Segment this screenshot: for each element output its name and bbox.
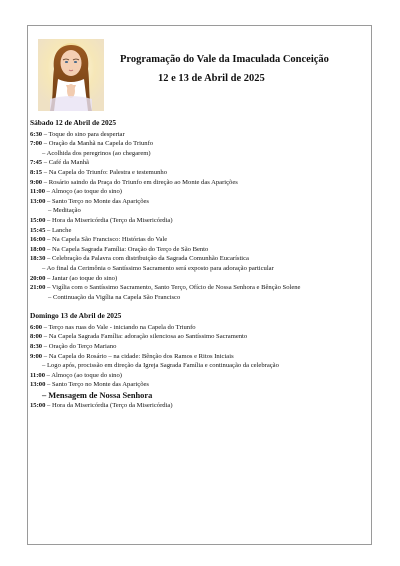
schedule-description: – Santo Terço no Monte das Aparições xyxy=(45,381,150,389)
schedule-item xyxy=(30,216,370,226)
schedule-time: 18:00 xyxy=(30,245,46,253)
schedule-item xyxy=(30,226,370,236)
schedule-subitem: – Continuação da Vigília na Capela São Francisco xyxy=(48,293,181,301)
schedule-subitem: – Acolhida dos peregrinos (ao chegarem) xyxy=(42,149,151,157)
schedule-subitem: – Logo após, procissão em direção da Igreja Sagrada Família e continuação da celebração xyxy=(42,362,279,370)
schedule-time: 15:00 xyxy=(30,402,46,410)
schedule-description: – Na Capela do Triunfo: Palestra e testemunho xyxy=(42,168,167,176)
message-highlight: – Mensagem de Nossa Senhora xyxy=(42,391,153,401)
schedule-time: 21:00 xyxy=(30,284,46,292)
schedule-description: – Almoço (ao toque do sino) xyxy=(45,188,122,196)
schedule-description: – Hora da Misericórdia (Terço da Misericórdia) xyxy=(45,402,173,410)
schedule-description: – Jantar (ao toque do sino) xyxy=(45,274,118,282)
schedule-time: 9:00 xyxy=(30,178,43,186)
schedule-description: – Toque do sino para despertar xyxy=(42,130,125,138)
schedule-time: 13:00 xyxy=(30,197,46,205)
schedule-time: 8:00 xyxy=(30,333,43,341)
schedule-description: – Oração do Terço Mariano xyxy=(42,343,117,351)
schedule-description: – Vigília com o Santíssimo Sacramento, Santo Terço, Ofício de Nossa Senhora e Bênção Solene xyxy=(45,284,301,292)
schedule-description: – Café da Manhã xyxy=(42,159,89,167)
schedule-description: – Terço nas ruas do Vale - iniciando na Capela do Triunfo xyxy=(42,323,196,331)
schedule-subitem: – Meditação xyxy=(48,207,81,215)
schedule-item xyxy=(30,245,370,255)
section-gap xyxy=(30,302,370,311)
schedule-item xyxy=(30,130,370,140)
schedule-item xyxy=(30,283,370,293)
schedule-description: – Oração da Manhã na Capela do Triunfo xyxy=(42,140,154,148)
schedule-item xyxy=(30,352,370,362)
schedule-time: 9:00 xyxy=(30,352,43,360)
schedule-time: 6:30 xyxy=(30,130,43,138)
schedule-item xyxy=(30,332,370,342)
schedule-content xyxy=(30,118,370,411)
portrait-image xyxy=(38,39,104,111)
schedule-time: 7:45 xyxy=(30,159,43,167)
schedule-description: – Celebração da Palavra com distribuição da Sagrada Comunhão Eucarística xyxy=(45,255,249,263)
page-title: Programação do Vale da Imaculada Conceição xyxy=(120,54,329,65)
schedule-description: – Santo Terço no Monte das Aparições xyxy=(45,197,150,205)
schedule-item xyxy=(30,197,370,207)
schedule-description: – Na Capela do Rosário – na cidade: Bênção dos Ramos e Ritos Iniciais xyxy=(42,352,234,360)
schedule-item xyxy=(30,178,370,188)
saturday-heading: Sábado 12 de Abril de 2025 xyxy=(30,118,117,127)
schedule-item xyxy=(30,274,370,284)
schedule-time: 18:30 xyxy=(30,255,46,263)
schedule-description: – Na Capela Sagrada Família: Oração do Terço de São Bento xyxy=(45,245,209,253)
schedule-time: 11:00 xyxy=(30,371,46,379)
sunday-schedule xyxy=(30,323,370,411)
schedule-item xyxy=(30,342,370,352)
schedule-time: 6:00 xyxy=(30,323,43,331)
schedule-time: 7:00 xyxy=(30,140,43,148)
schedule-item xyxy=(30,380,370,390)
schedule-time: 13:00 xyxy=(30,381,46,389)
schedule-item xyxy=(30,235,370,245)
schedule-subitem: – Ao final da Cerimônia o Santíssimo Sacramento será exposto para adoração particular xyxy=(42,264,274,272)
schedule-item xyxy=(30,371,370,381)
schedule-description: – Lanche xyxy=(45,226,72,234)
schedule-time: 16:00 xyxy=(30,236,46,244)
schedule-item xyxy=(30,187,370,197)
schedule-item xyxy=(30,323,370,333)
saturday-schedule xyxy=(30,130,370,303)
schedule-time: 15:45 xyxy=(30,226,46,234)
virgin-mary-portrait xyxy=(38,39,104,111)
page-subtitle: 12 e 13 de Abril de 2025 xyxy=(158,73,265,84)
schedule-item xyxy=(30,158,370,168)
sunday-heading: Domingo 13 de Abril de 2025 xyxy=(30,311,122,321)
schedule-time: 20:00 xyxy=(30,274,46,282)
schedule-item xyxy=(30,168,370,178)
schedule-item xyxy=(30,139,370,149)
schedule-description: – Hora da Misericórdia (Terço da Misericórdia) xyxy=(45,216,173,224)
schedule-item xyxy=(30,254,370,264)
schedule-time: 15:00 xyxy=(30,216,46,224)
schedule-description: – Na Capela Sagrada Família: adoração silenciosa ao Santíssimo Sacramento xyxy=(42,333,248,341)
schedule-description: – Almoço (ao toque do sino) xyxy=(45,371,122,379)
schedule-time: 8:15 xyxy=(30,168,43,176)
schedule-time: 8:30 xyxy=(30,343,43,351)
schedule-description: – Rosário saindo da Praça do Triunfo em direção ao Monte das Aparições xyxy=(42,178,238,186)
schedule-description: – Na Capela São Francisco: Histórias do Vale xyxy=(45,236,168,244)
schedule-time: 11:00 xyxy=(30,188,46,196)
schedule-item xyxy=(30,401,370,411)
